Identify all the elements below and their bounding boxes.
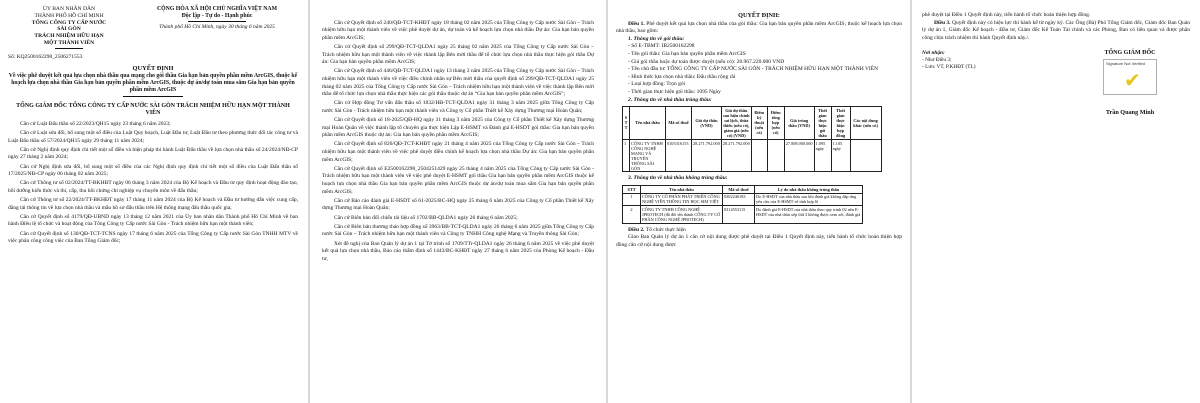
table-cell: 2 [623,206,641,224]
package-info-item: - Số E-TBMT: IB2500162298 [628,43,695,50]
column-header: STT [623,185,641,193]
legal-basis-paragraph: Căn cứ Báo cáo đánh giá E-HSDT số 61-2025/BC-HQ ngày 25 tháng 6 năm 2025 của Công ty Cổ phần Thiết kế Xây dựng Thương mại Hoàn Quân; [322,197,594,212]
receivers [922,50,1052,116]
section-title: 1. Thông tin về gói thầu: [628,35,685,42]
motto-rule [188,21,246,22]
org-line: TRÁCH NHIỆM HỮU HẠN [34,33,104,40]
package-info-item: - Tên gói thầu: Gia hạn bản quyền phần mềm ArcGIS [628,50,746,57]
table-cell: 0314553115 [723,206,755,224]
package-info-list [616,43,902,96]
national-motto: Độc lập - Tự do - Hạnh phúc [181,13,253,19]
table-cell: CÔNG TY TNHH CÔNG NGHỆ JPROTECH (đã đổi tên thành CÔNG TY CỔ PHẦN CÔNG NGHỆ JPROTECH) [641,206,723,224]
table-header-row [623,107,882,140]
legal-basis-list [322,20,594,264]
package-info-item: - Hình thức lựa chọn nhà thầu: Đấu thầu rộng rãi [628,73,736,80]
legal-basis-paragraph: Căn cứ Luật sửa đổi, bổ sung một số điều của Luật Quy hoạch, Luật Đầu tư, Luật Đầu tư theo phương thức đối tác công tư và Luật Đấu thầu số 57/2024/QH15 ngày 29 tháng 11 năm 2024; [8,129,298,144]
org-line: TỔNG CÔNG TY CẤP NƯỚC [31,19,107,26]
document-date: Thành phố Hồ Chí Minh, ngày 30 tháng 6 năm 2025 [159,23,275,30]
legal-basis-paragraph: Căn cứ Biên bản thương thảo hợp đồng số 3963/BB-TCT-QLDA1 ngày 26 tháng 6 năm 2025 giữa Tổng Công ty Cấp nước Sài Gòn – Trách nhiệm hữu hạn một thành viên và Công ty TNHH Công nghệ Mạng và Truyền thông Sài Gòn; [322,223,594,238]
legal-basis-paragraph: Căn cứ Quyết định số 446/QĐ-TCT-QLDA1 ngày 13 tháng 3 năm 2025 của Tổng Công ty Cấp nước Sài Gòn – Trách nhiệm hữu hạn một thành viên về việc điều chỉnh nhân sự Bên mời thầu của quyết định số 299/QĐ-TCT-QLDA1 ngày 25 tháng 02 năm 2025 của Tổng Công ty Cấp nước Sài Gòn – Trách nhiệm hữu hạn một thành viên về việc thành lập Bên mời thầu để tổ chức lựa chọn nhà thầu thực hiện các gói thầu thuộc dự án “Gia hạn bản quyền phần mềm ArcGIS”; [322,68,594,98]
page-2 [310,0,606,403]
table-cell: 1.095 ngày [814,139,831,172]
table-row [623,206,863,224]
package-info-item: - Giá gói thầu hoặc dự toán được duyệt (nếu có): 28.967.220.000 VND [628,58,785,65]
receiver-item: - Như Điều 3; [922,56,952,63]
table-cell: 28.271.792.000 [721,139,751,172]
column-header: Tên nhà thầu [630,107,666,140]
table-cell: 1.105 ngày [831,139,850,172]
org-line: SÀI GÒN [57,26,81,33]
column-header: Điểm kỹ thuật (nếu có) [751,107,767,140]
article-text: Quyết định này có hiệu lực thi hành kể từ ngày ký. Các Ông (Bà) Phó Tổng Giám đốc, Giám đốc Ban Quản lý dự án 1, Giám đốc Kế hoạch - Đầu tư, Giám đốc Kế Toán Tài chính và các Phòng, Ban có liên quan và được phân công chịu trách nhiệm thi hành Quyết định này./. [922,19,1191,41]
page-1 [0,0,308,403]
column-header: Giá dự thầu sau hiệu chỉnh sai lệch, thừa thiếu (nếu có), giảm giá (nếu có) (VND) [723,107,750,138]
issuing-authority: TỔNG GIÁM ĐỐC TỔNG CÔNG TY CẤP NƯỚC SÀI GÒN TRÁCH NHIỆM HỮU HẠN MỘT THÀNH VIÊN [16,102,290,117]
legal-basis-paragraph: Căn cứ Quyết định số 130/QĐ-TCT-TCNS ngày 17 tháng 6 năm 2025 của Tổng Công ty Cấp nước Sài Gòn TNHH MTV về việc phân công công việc của Ban Tổng Giám đốc; [8,230,298,245]
checkmark-icon: ✔ [1124,68,1141,93]
column-header: Lý do nhà thầu không trúng thầu [755,185,863,193]
table-cell [850,139,881,172]
article-label: Điều 2. [628,226,645,233]
country-name: CỘNG HÒA XÃ HỘI CHỦ NGHĨA VIỆT NAM [156,6,278,12]
legal-basis-paragraph: Căn cứ Quyết định số 18-2025/QĐ-HQ ngày 31 tháng 3 năm 2025 của Công ty Cổ phần Thiết kế Xây dựng Thương mại Hoàn Quân về việc thành lập tổ chuyên gia thực hiện Lập E-HSMT và Đánh giá E-HSDT gói thầu: Gia hạn bản quyền phần mềm ArcGIS thuộc dự án: Gia hạn bản quyền phần mềm ArcGIS; [322,117,594,139]
winning-bidder-table [622,106,882,172]
page-4 [912,0,1200,403]
table-cell [751,139,767,172]
table-cell: 1 [623,139,630,172]
column-header: Giá trúng thầu (VND) [784,107,814,140]
legal-basis-paragraph: Căn cứ Luật Đấu thầu số 22/2023/QH15 ngày 23 tháng 6 năm 2023; [20,120,171,127]
article-text: Phê duyệt kết quả lựa chọn nhà thầu của gói thầu: Gia hạn bản quyền phần mềm ArcGIS; thuộc kế hoạch lựa chọn nhà thầu, bao gồm: [616,20,903,35]
signer-title: TỔNG GIÁM ĐỐC [1104,50,1156,57]
table-cell: Do E-HSDT của nhà thầu sau khi đánh giá không đáp ứng yêu cầu của E-HSMT về tính hợp lệ [755,193,863,206]
legal-basis-paragraph: Căn cứ Quyết định số 240/QĐ-TCT-KHĐT ngày 18 tháng 02 năm 2025 của Tổng Công ty Cấp nước Sài Gòn – Trách nhiệm hữu hạn một thành viên về việc phê duyệt dự án, dự toán và kế hoạch lựa chọn nhà thầu Dự án: Gia hạn bản quyền phần mềm ArcGIS; [322,19,594,41]
continued-text: phê duyệt tại Điều 1 Quyết định này, tiến hành tổ chức hoàn thiện hợp đồng. [922,12,1091,18]
legal-basis-paragraph: Căn cứ Quyết định số 826/QĐ-TCT-KHĐT ngày 21 tháng 4 năm 2025 của Tổng Công ty Cấp nước Sài Gòn – Trách nhiệm hữu hạn một thành viên về việc phê duyệt điều chỉnh kế hoạch lựa chọn nhà thầu Dự án: Gia hạn bản quyền phần mềm ArcGIS; [322,141,594,163]
header-rule [55,48,83,49]
column-header: Điểm tổng hợp (nếu có) [767,107,784,140]
legal-basis-paragraph: Căn cứ Hợp đồng Tư vấn đấu thầu số 1832/HĐ-TCT-QLDA1 ngày 31 tháng 3 năm 2025 giữa Tổng Công ty Cấp nước Sài Gòn - Trách nhiệm hữu hạn một thành viên và Công ty Cổ phần Thiết kế Xây dựng Thương mại Hoàn Quân; [322,100,594,114]
package-info-item: - Tên chủ đầu tư: TỔNG CÔNG TY CẤP NƯỚC SÀI GÒN - TRÁCH NHIỆM HỮU HẠN MỘT THÀNH VIÊN [628,66,879,73]
column-header: Tên nhà thầu [641,185,723,193]
table-cell: CÔNG TY CỔ PHẦN PHÁT TRIỂN CÔNG NGHỆ VIỄN THÔNG TIN HỌC SIM VIỆT [641,193,723,206]
column-header: S T T [623,107,630,140]
org-line: ỦY BAN NHÂN DÂN [42,6,96,12]
column-header: Mã số thuế [666,107,692,140]
signature-status: Signature Not Verified [1106,61,1145,67]
column-header: Thời gian thực hiện gói thầu [814,107,831,140]
title-rule [123,96,183,97]
table-cell [767,139,784,172]
org-line: MỘT THÀNH VIÊN [43,39,95,46]
legal-basis-paragraph: Căn cứ Thông tư số 02/2024/TT-BKHĐT ngày 06 tháng 3 năm 2024 của Bộ Kế hoạch và Đầu tư quy định hoạt động đào tạo, bồi dưỡng kiến thức và thi, cấp, thu hồi chứng chỉ nghiệp vụ chuyên môn về đấu thầu; [8,180,298,194]
table-cell: Do đánh giá E-HSDT của nhà thầu theo quy trình 02 nên E-HSDT của nhà thầu xếp thứ 3 không được xem xét, đánh giá [755,206,863,224]
page-3 [608,0,910,403]
article-text: Tổ chức thực hiện [645,226,686,233]
table-cell: 1 [623,193,641,206]
legal-basis-paragraph: Căn cứ Nghị định quy định chi tiết một số điều và biện pháp thi hành Luật Đấu thầu về lựa chọn nhà thầu số 24/2024/NĐ-CP ngày 27 tháng 2 năm 2024; [8,146,298,161]
article-label: Điều 1. [628,20,645,27]
article-label: Điều 3. [934,19,951,26]
table-cell: 0302246183 [723,193,755,206]
losing-bidders-table [622,185,863,224]
legal-basis-paragraph: Căn cứ Nghị định sửa đổi, bổ sung một số điều của các Nghị định quy định chi tiết một số điều của Luật Đấu thầu số 17/2025/NĐ-CP ngày 06 tháng 02 năm 2025; [8,163,298,178]
document-title: QUYẾT ĐỊNH [132,65,174,73]
document-number: Số: KQ2500162298_2506271553 [8,54,83,61]
table-cell: 28.271.792.000 [692,139,722,172]
table-header-row [623,185,863,193]
decision-heading: QUYẾT ĐỊNH: [738,12,780,19]
table-cell: 0105316153 [666,139,692,172]
column-header: Các nội dung khác (nếu có) [850,107,881,140]
legal-basis-paragraph: Căn cứ Thông tư số 22/2024/TT-BKHĐT ngày 17 tháng 11 năm 2024 của Bộ Kế hoạch và Đầu tư hướng dẫn việc cung cấp, đăng tải thông tin về lựa chọn nhà thầu và mẫu hồ sơ đấu thầu trên Hệ thống mạng đấu thầu quốc gia; [8,197,298,211]
column-header: Thời gian thực hiện hợp đồng [831,107,850,140]
table-cell: 27.808.000.000 [784,139,814,172]
legal-basis-list [8,121,298,246]
issuing-organization [8,6,130,50]
table-row [623,139,882,172]
table-row [623,193,863,206]
article-1 [616,21,902,36]
signature-block [922,50,1190,116]
legal-basis-paragraph: Căn cứ Biên bản đối chiếu tài liệu số 1702/BB-QLDA1 ngày 26 tháng 6 năm 2025; [334,214,518,221]
section-title: 3. Thông tin về nhà thầu không trúng thầu: [628,175,728,182]
package-info-item: - Thời gian thực hiện gói thầu: 1095 Ngày [628,88,721,95]
org-line: THÀNH PHỐ HỒ CHÍ MINH [34,12,104,19]
column-header: Mã số thuế [723,185,755,193]
legal-basis-paragraph: Căn cứ Quyết định số 299/QĐ-TCT-QLDA1 ngày 25 tháng 02 năm 2025 của Tổng Công ty Cấp nước Sài Gòn – Trách nhiệm hữu hạn một thành viên về việc thành lập Bên mời thầu để tổ chức lựa chọn nhà thầu thực hiện gói thầu Dự án: Gia hạn bản quyền phần mềm ArcGIS; [322,43,594,66]
column-header: Giá dự thầu (VND) [692,107,722,140]
digital-signature [1103,59,1157,95]
legal-basis-paragraph: Xét đề nghị của Ban Quản lý dự án 1 tại Tờ trình số 1709/TTr-QLDA1 ngày 26 tháng 6 năm 2025 về việc phê duyệt kết quả lựa chọn nhà thầu, Báo cáo thẩm định số 1443/BC-KHĐT ngày 27 tháng 6 năm 2025 của Phòng Kế hoạch - Đầu tư, [322,240,594,262]
legal-basis-paragraph: Căn cứ Quyết định số 4179/QĐ-UBND ngày 13 tháng 12 năm 2021 của Ủy ban nhân dân Thành phố Hồ Chí Minh về ban hành Điều lệ tổ chức và hoạt động của Tổng Công ty Cấp nước Sài Gòn - Trách nhiệm hữu hạn một thành viên; [8,213,298,228]
document-subtitle: Về việc phê duyệt kết quả lựa chọn nhà thầu qua mạng cho gói thầu Gia hạn bản quyền phần mềm ArcGIS, thuộc kế hoạch lựa chọn nhà thầu Gia hạn bản quyền phần mềm ArcGIS, thuộc dự án/dự toán mua sắm Gia hạn bản quyền phần mềm ArcGIS [8,73,298,94]
table-cell: CÔNG TY TNHH CÔNG NGHỆ MẠNG VÀ TRUYỀN THÔNG SÀI GÒN [630,139,666,172]
legal-basis-paragraph: Căn cứ Quyết định số E2500162298_2504251429 ngày 25 tháng 4 năm 2025 của Tổng Công ty Cấp nước Sài Gòn - Trách nhiệm hữu hạn một thành viên về việc phê duyệt E-HSMT gói thầu Gia hạn bản quyền phần mềm ArcGIS thuộc kế hoạch lựa chọn nhà thầu Gia hạn bản quyền phần mềm ArcGIS thuộc dự án/dự toán mua sắm Gia hạn bản quyền phần mềm ArcGIS; [322,165,594,195]
national-title [136,6,298,50]
package-info-item: - Loại hợp đồng: Trọn gói [628,81,686,88]
article-2-body: Giao Ban Quản lý dự án 1 căn cứ nội dung được phê duyệt tại Điều 1 Quyết định này, tiến hành tổ chức hoàn thiện hợp đồng căn cứ nội dung được [616,234,902,248]
receivers-title: Nơi nhận: [922,50,945,57]
section-title: 2. Thông tin về nhà thầu trúng thầu: [628,96,712,103]
article-3 [922,20,1190,43]
document-header [8,6,298,50]
receiver-item: - Lưu: VT, P.KHĐT (TL) [922,63,976,70]
signer-name: Trần Quang Minh [1105,109,1155,117]
signer-column [1070,50,1190,116]
